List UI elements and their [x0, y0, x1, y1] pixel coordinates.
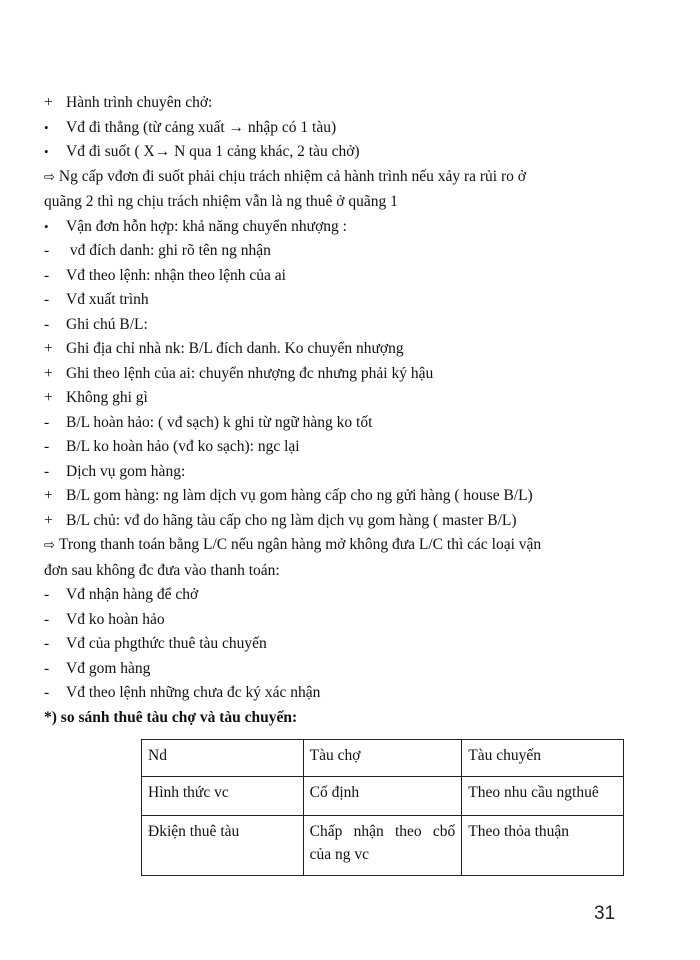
list-item-text: B/L hoàn hảo: ( vđ sạch) k ghi từ ngữ hàng ko tốt — [66, 413, 373, 431]
list-item-text: Ghi chú B/L: — [66, 315, 148, 333]
dash-marker: - — [44, 635, 50, 652]
conclusion-paragraph — [44, 165, 629, 191]
list-item — [44, 583, 629, 608]
table-row — [142, 777, 624, 816]
dash-marker: - — [44, 610, 50, 628]
list-item-text: vđ đích danh: ghi rõ tên ng nhận — [66, 242, 271, 259]
list-item — [44, 362, 629, 387]
list-item — [44, 632, 629, 657]
list-item — [44, 264, 629, 289]
comparison-table — [141, 739, 624, 876]
table-cell: Theo nhu cầu ngthuê — [462, 777, 624, 816]
table-cell: Tàu chuyến — [462, 740, 624, 777]
dash-marker: - — [44, 659, 50, 677]
table-row — [142, 740, 624, 777]
list-item-text: Dịch vụ gom hàng: — [66, 462, 186, 480]
table-cell: Chấp nhận theo cbố của ng vc — [303, 816, 462, 876]
list-item-text: Hành trình chuyên chở: — [66, 94, 213, 111]
list-item-text: B/L gom hàng: ng làm dịch vụ gom hàng cấp cho ng gửi hàng ( house B/L) — [66, 487, 533, 504]
list-item — [44, 509, 629, 534]
paragraph-line: quãng 2 thì ng chịu trách nhiệm vẫn là ng thuê ở quãng 1 — [44, 193, 398, 210]
list-item — [44, 460, 629, 485]
list-item — [44, 386, 629, 411]
bullet-icon: • — [44, 119, 49, 135]
dash-marker: - — [44, 413, 50, 431]
table-cell: Hình thức vc — [142, 777, 304, 816]
list-item — [44, 608, 629, 633]
document-body — [44, 91, 629, 730]
section-heading: *) so sánh thuê tàu chợ và tàu chuyến: — [44, 708, 298, 726]
list-item-text: B/L ko hoàn hảo (vđ ko sạch): ngc lại — [66, 438, 300, 455]
table-cell: Nd — [142, 740, 304, 777]
bullet-icon: • — [44, 218, 49, 234]
list-item — [44, 657, 629, 682]
table-row — [142, 816, 624, 876]
dash-marker: - — [44, 684, 50, 701]
list-item-text: Vđ xuất trình — [66, 291, 149, 308]
arrow-right-icon: ⇨ — [44, 538, 55, 553]
list-item — [44, 91, 629, 116]
table-cell: Cố định — [303, 777, 462, 816]
plus-marker: + — [44, 487, 53, 504]
dash-marker: - — [44, 586, 50, 603]
dash-marker: - — [44, 438, 50, 455]
list-item — [44, 337, 629, 362]
dash-marker: - — [44, 462, 50, 480]
list-item-text: Ghi theo lệnh của ai: chuyển nhượng đc nhưng phải ký hậu — [66, 364, 434, 382]
paragraph-line: đơn sau không đc đưa vào thanh toán: — [44, 561, 280, 579]
list-item-text: Vận đơn hỗn hợp: khả năng chuyển nhượng : — [66, 217, 347, 235]
list-item-text: Vđ nhận hàng để chở — [66, 586, 199, 603]
conclusion-paragraph — [44, 533, 629, 559]
list-item-text: B/L chủ: vđ do hãng tàu cấp cho ng làm dịch vụ gom hàng ( master B/L) — [66, 511, 517, 529]
dash-marker: - — [44, 242, 50, 259]
list-item-text: Không ghi gì — [66, 389, 148, 406]
list-item — [44, 215, 629, 240]
dash-marker: - — [44, 315, 50, 333]
list-item — [44, 484, 629, 509]
plus-marker: + — [44, 340, 53, 357]
list-item — [44, 435, 629, 460]
table-cell: Đkiện thuê tàu — [142, 816, 304, 876]
list-item — [44, 288, 629, 313]
list-item-text: Vđ theo lệnh: nhận theo lệnh của ai — [66, 266, 286, 284]
arrow-right-icon: ⇨ — [44, 169, 55, 185]
list-item-text: Vđ ko hoàn hảo — [66, 610, 165, 628]
dash-marker: - — [44, 291, 50, 308]
plus-marker: + — [44, 94, 53, 111]
list-item — [44, 411, 629, 436]
list-item-text: Vđ đi suốt ( X→ N qua 1 cảng khác, 2 tàu chở) — [66, 143, 360, 160]
table-cell: Theo thỏa thuận — [462, 816, 624, 876]
list-item — [44, 116, 629, 141]
list-item-text: Vđ gom hàng — [66, 659, 151, 677]
page-number: 31 — [594, 903, 616, 924]
list-item-text: Vđ theo lệnh những chưa đc ký xác nhận — [66, 684, 321, 701]
list-item — [44, 681, 629, 706]
paragraph-line: Ng cấp vđơn đi suốt phải chịu trách nhiệm cả hành trình nếu xảy ra rủi ro ở — [58, 167, 526, 185]
list-item — [44, 313, 629, 338]
list-item — [44, 239, 629, 264]
plus-marker: + — [44, 364, 53, 382]
table-cell: Tàu chợ — [303, 740, 462, 777]
plus-marker: + — [44, 389, 53, 406]
paragraph-line: Trong thanh toán bằng L/C nếu ngân hàng mở không đưa L/C thì các loại vận — [58, 536, 542, 553]
dash-marker: - — [44, 266, 50, 284]
list-item-text: Ghi địa chỉ nhà nk: B/L đích danh. Ko chuyển nhượng — [66, 340, 404, 357]
bullet-icon: • — [44, 144, 49, 159]
list-item — [44, 140, 629, 165]
plus-marker: + — [44, 511, 53, 529]
list-item-text: Vđ của phgthức thuê tàu chuyến — [66, 635, 267, 652]
list-item-text: Vđ đi thẳng (từ cảng xuất → nhập có 1 tàu) — [66, 118, 337, 136]
